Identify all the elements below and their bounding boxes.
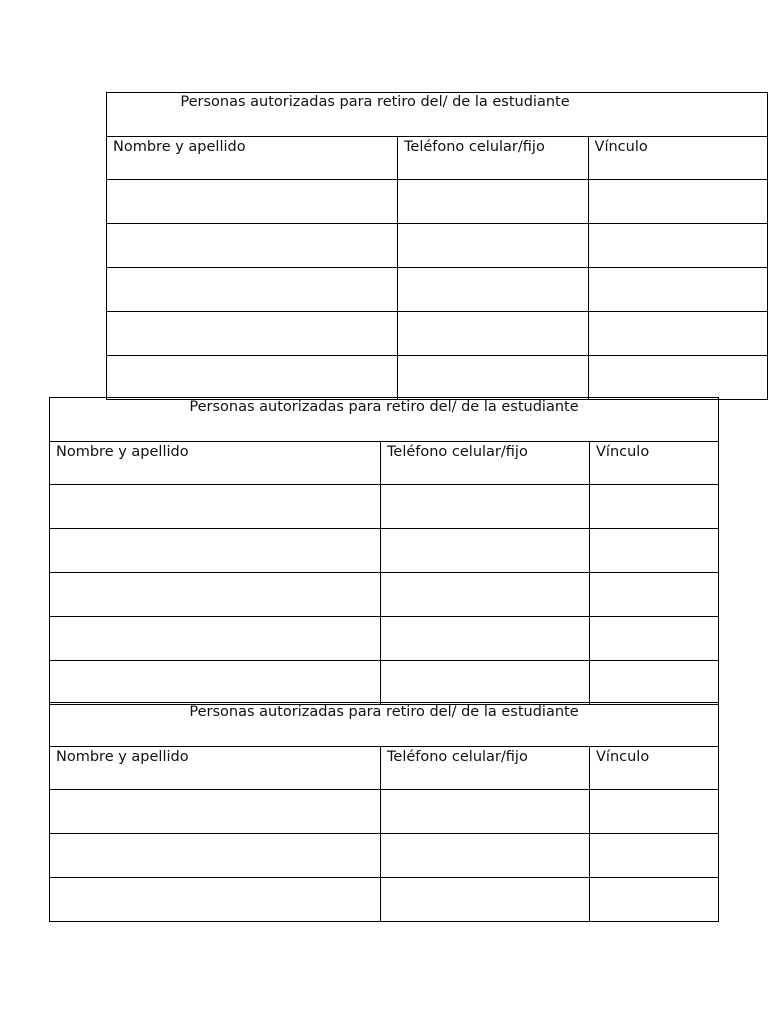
phone-entry-cell[interactable] (381, 617, 590, 661)
table-row (50, 573, 719, 617)
phone-entry-cell[interactable] (398, 312, 589, 356)
relationship-entry-cell[interactable] (588, 180, 767, 224)
name-entry-cell[interactable] (50, 485, 381, 529)
relationship-entry-cell[interactable] (588, 312, 767, 356)
name-entry-cell[interactable] (50, 790, 381, 834)
relationship-entry-cell[interactable] (588, 224, 767, 268)
phone-entry-cell[interactable] (398, 268, 589, 312)
name-entry-cell[interactable] (50, 834, 381, 878)
phone-entry-cell[interactable] (398, 356, 589, 400)
relationship-entry-cell[interactable] (588, 356, 767, 400)
table-row (107, 356, 768, 400)
table-header-row (107, 137, 768, 180)
table-body (50, 485, 719, 705)
column-header-relationship: Vínculo (590, 442, 719, 485)
phone-entry-cell[interactable] (381, 529, 590, 573)
phone-entry-cell[interactable] (381, 573, 590, 617)
table-row (50, 834, 719, 878)
table-row (107, 180, 768, 224)
table-row (107, 268, 768, 312)
table-row (50, 878, 719, 922)
relationship-entry-cell[interactable] (590, 790, 719, 834)
table-title: Personas autorizadas para retiro del/ de la estudiante (107, 93, 768, 137)
column-header-name: Nombre y apellido (107, 137, 398, 180)
phone-entry-cell[interactable] (398, 224, 589, 268)
table-header-row (50, 747, 719, 790)
relationship-entry-cell[interactable] (590, 878, 719, 922)
name-entry-cell[interactable] (50, 529, 381, 573)
name-entry-cell[interactable] (107, 356, 398, 400)
table-row (50, 661, 719, 705)
relationship-entry-cell[interactable] (590, 529, 719, 573)
column-header-phone: Teléfono celular/fijo (381, 747, 590, 790)
table-row (50, 485, 719, 529)
relationship-entry-cell[interactable] (590, 485, 719, 529)
table-row (50, 617, 719, 661)
table-body (50, 790, 719, 922)
name-entry-cell[interactable] (107, 180, 398, 224)
table-row (50, 529, 719, 573)
name-entry-cell[interactable] (50, 573, 381, 617)
table-header-row (50, 442, 719, 485)
column-header-relationship: Vínculo (588, 137, 767, 180)
name-entry-cell[interactable] (50, 617, 381, 661)
table-title-row (107, 93, 768, 137)
table-title-row (50, 398, 719, 442)
phone-entry-cell[interactable] (381, 790, 590, 834)
table-row (107, 312, 768, 356)
relationship-entry-cell[interactable] (590, 834, 719, 878)
table-title-row (50, 703, 719, 747)
table-title: Personas autorizadas para retiro del/ de la estudiante (50, 703, 719, 747)
authorized-persons-table (49, 702, 719, 922)
table-title: Personas autorizadas para retiro del/ de la estudiante (50, 398, 719, 442)
relationship-entry-cell[interactable] (588, 268, 767, 312)
authorized-persons-table (49, 397, 719, 705)
name-entry-cell[interactable] (50, 661, 381, 705)
name-entry-cell[interactable] (107, 312, 398, 356)
phone-entry-cell[interactable] (381, 485, 590, 529)
phone-entry-cell[interactable] (381, 834, 590, 878)
name-entry-cell[interactable] (50, 878, 381, 922)
phone-entry-cell[interactable] (398, 180, 589, 224)
table-row (107, 224, 768, 268)
authorized-persons-table (106, 92, 768, 400)
name-entry-cell[interactable] (107, 268, 398, 312)
phone-entry-cell[interactable] (381, 661, 590, 705)
relationship-entry-cell[interactable] (590, 661, 719, 705)
relationship-entry-cell[interactable] (590, 617, 719, 661)
column-header-phone: Teléfono celular/fijo (398, 137, 589, 180)
table-body (107, 180, 768, 400)
relationship-entry-cell[interactable] (590, 573, 719, 617)
column-header-name: Nombre y apellido (50, 442, 381, 485)
column-header-name: Nombre y apellido (50, 747, 381, 790)
column-header-phone: Teléfono celular/fijo (381, 442, 590, 485)
name-entry-cell[interactable] (107, 224, 398, 268)
table-row (50, 790, 719, 834)
column-header-relationship: Vínculo (590, 747, 719, 790)
phone-entry-cell[interactable] (381, 878, 590, 922)
